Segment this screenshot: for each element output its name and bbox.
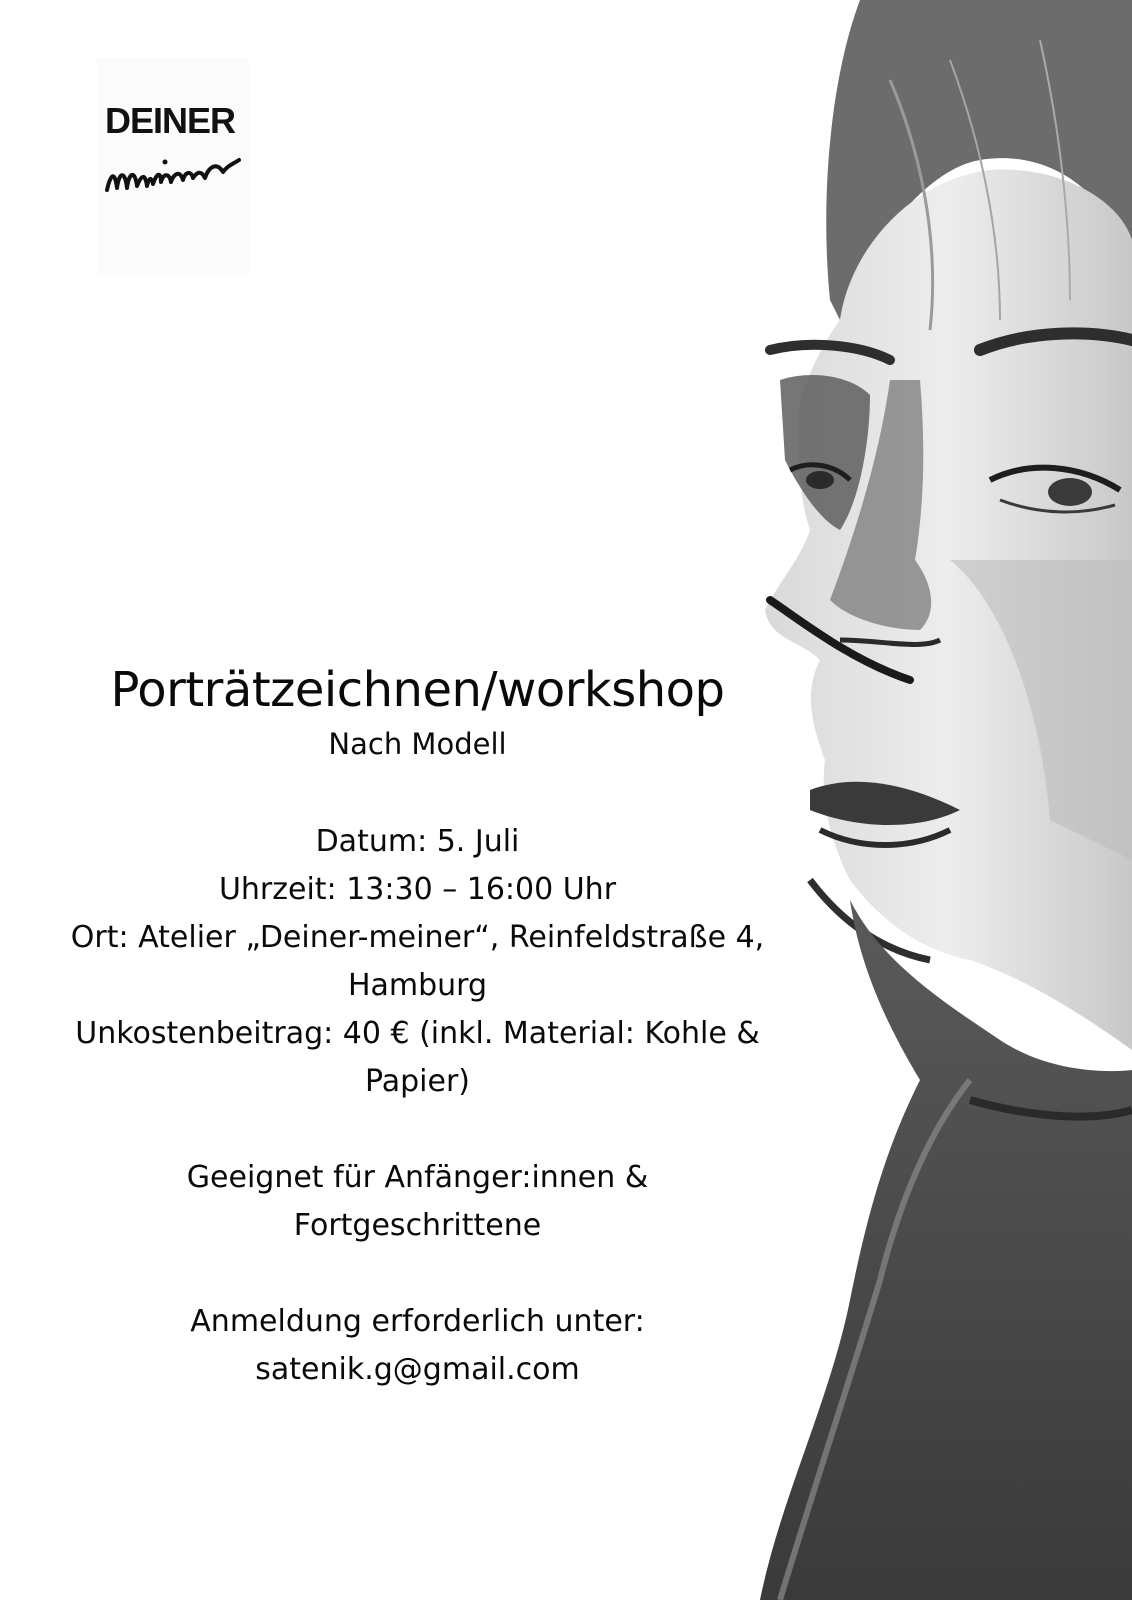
audience-line-2: Fortgeschrittene — [293, 1208, 542, 1243]
audience-line-1: Geeignet für Anfänger:innen & — [186, 1160, 649, 1195]
deiner-meiner-logo — [97, 58, 249, 276]
logo-wordmark: DEINER — [105, 100, 236, 141]
event-info — [20, 660, 815, 1394]
event-details — [20, 818, 815, 1106]
event-signup — [20, 1298, 815, 1394]
signup-label: Anmeldung erforderlich unter: — [190, 1304, 645, 1339]
logo-script-signature — [101, 142, 251, 202]
event-fee-line-2: Papier) — [365, 1064, 470, 1099]
event-title: Porträtzeichnen/workshop — [110, 662, 725, 718]
event-audience — [20, 1154, 815, 1250]
event-fee-line-1: Unkostenbeitrag: 40 € (inkl. Material: Kohle & — [75, 1016, 760, 1051]
signup-email: satenik.g@gmail.com — [255, 1352, 580, 1387]
event-subtitle: Nach Modell — [328, 727, 507, 761]
event-location-line-2: Hamburg — [347, 968, 488, 1003]
event-date: Datum: 5. Juli — [315, 824, 520, 859]
event-location-line-1: Ort: Atelier „Deiner-meiner“, Reinfeldstraße 4, — [70, 920, 765, 955]
event-time: Uhrzeit: 13:30 – 16:00 Uhr — [218, 872, 617, 907]
